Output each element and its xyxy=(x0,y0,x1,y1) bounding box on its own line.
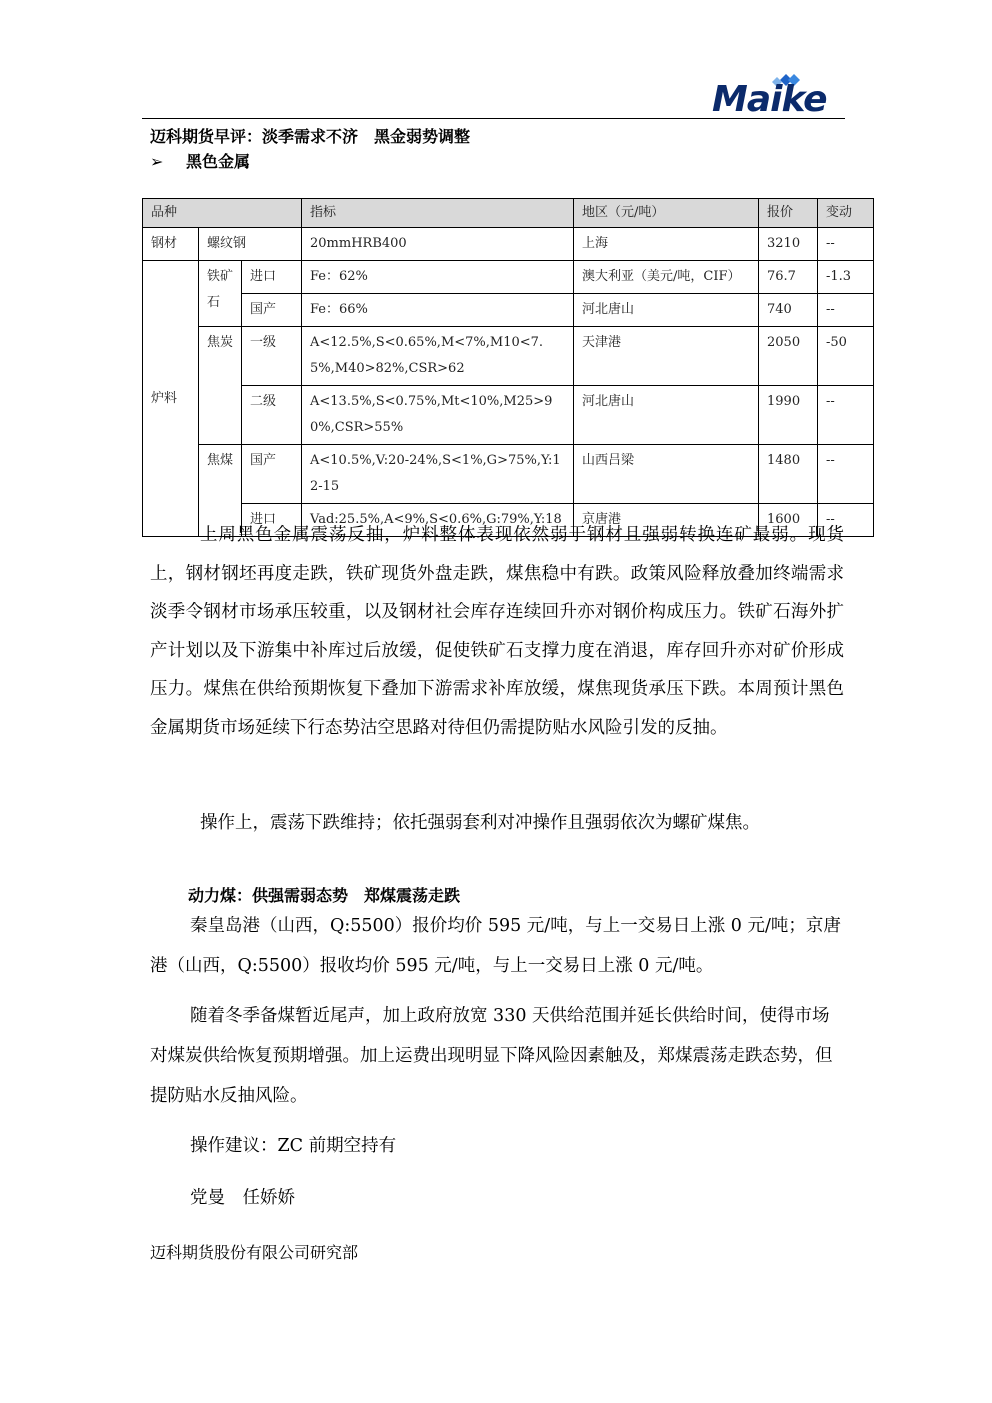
price-cell: 1990 xyxy=(759,386,818,445)
region-cell: 上海 xyxy=(574,228,759,261)
price-cell: 3210 xyxy=(759,228,818,261)
category-cell: 炉料 xyxy=(143,261,199,537)
price-cell: 1480 xyxy=(759,445,818,504)
change-cell: -- xyxy=(818,445,874,504)
header-cell: 指标 xyxy=(302,199,574,228)
change-cell: -- xyxy=(818,294,874,327)
change-cell: -50 xyxy=(818,327,874,386)
product-cell: 螺纹钢 xyxy=(199,228,302,261)
spec-cell: A<10.5%,V:20-24%,S<1%,G>75%,Y:12-15 xyxy=(302,445,574,504)
price-cell: 2050 xyxy=(759,327,818,386)
product-cell: 焦煤 xyxy=(199,445,242,537)
table-header-row xyxy=(143,199,874,228)
spec-cell: Vad:25.5%,A<9%,S<0.6%,G:79%,Y:18 xyxy=(302,504,574,537)
region-cell: 河北唐山 xyxy=(574,294,759,327)
table-row xyxy=(143,261,874,294)
section-title: 黑色金属 xyxy=(186,152,251,171)
coal-advice: 操作建议：ZC 前期空持有 xyxy=(190,1136,397,1156)
footer-company: 迈科期货股份有限公司研究部 xyxy=(150,1243,359,1262)
header-cell: 地区（元/吨） xyxy=(574,199,759,228)
sub-cell: 国产 xyxy=(242,294,302,327)
spec-cell: A<12.5%,S<0.65%,M<7%,M10<7.5%,M40>82%,CSR>62 xyxy=(302,327,574,386)
section-heading xyxy=(150,149,250,172)
header-cell: 变动 xyxy=(818,199,874,228)
spec-cell: Fe：62% xyxy=(302,261,574,294)
spec-cell: A<13.5%,S<0.75%,Mt<10%,M25>90%,CSR>55% xyxy=(302,386,574,445)
spec-cell: 20mmHRB400 xyxy=(302,228,574,261)
region-cell: 澳大利亚（美元/吨，CIF） xyxy=(574,261,759,294)
coal-price-paragraph: 秦皇岛港（山西，Q:5500）报价均价 595 元/吨，与上一交易日上涨 0 元/吨；京唐港（山西，Q:5500）报收均价 595 元/吨，与上一交易日上涨 0 元/吨。 xyxy=(150,916,841,976)
authors: 党曼 任娇娇 xyxy=(190,1188,295,1208)
product-cell: 铁矿石 xyxy=(199,261,242,327)
header-cell: 品种 xyxy=(143,199,302,228)
header-rule xyxy=(142,118,845,119)
header-cell: 报价 xyxy=(759,199,818,228)
change-cell: -- xyxy=(818,504,874,537)
change-cell: -- xyxy=(818,386,874,445)
sub-cell: 进口 xyxy=(242,504,302,537)
logo-text: Maike xyxy=(712,79,827,120)
analysis-paragraph: 上周黑色金属震荡反抽，炉料整体表现依然弱于钢材且强弱转换连矿最弱。现货上，钢材钢坯再度走跌，铁矿现货外盘走跌，煤焦稳中有跌。政策风险释放叠加终端需求淡季令钢材市场承压较重，以及钢材社会库存连续回升亦对钢价构成压力。铁矿石海外扩产计划以及下游集中补库过后放缓，促使铁矿石支撑力度在消退，库存回升亦对矿价形成压力。煤焦在供给预期恢复下叠加下游需求补库放缓，煤焦现货承压下跌。本周预计黑色金属期货市场延续下行态势沽空思路对待但仍需提防贴水风险引发的反抽。 xyxy=(150,525,844,738)
table-row xyxy=(143,386,874,445)
price-cell: 76.7 xyxy=(759,261,818,294)
sub-cell: 国产 xyxy=(242,445,302,504)
operation-paragraph: 操作上，震荡下跌维持；依托强弱套利对冲操作且强弱依次为螺矿煤焦。 xyxy=(200,813,760,833)
category-cell: 钢材 xyxy=(143,228,199,261)
region-cell: 京唐港 xyxy=(574,504,759,537)
price-table xyxy=(142,198,874,537)
price-cell: 740 xyxy=(759,294,818,327)
region-cell: 河北唐山 xyxy=(574,386,759,445)
arrow-bullet-icon: ➢ xyxy=(150,152,164,171)
price-cell: 1600 xyxy=(759,504,818,537)
sub-cell: 一级 xyxy=(242,327,302,386)
product-cell: 焦炭 xyxy=(199,327,242,445)
spec-cell: Fe：66% xyxy=(302,294,574,327)
report-title: 迈科期货早评：淡季需求不济 黑金弱势调整 xyxy=(150,127,471,146)
sub-cell: 二级 xyxy=(242,386,302,445)
sub-cell: 进口 xyxy=(242,261,302,294)
table-row xyxy=(143,228,874,261)
change-cell: -1.3 xyxy=(818,261,874,294)
region-cell: 山西吕梁 xyxy=(574,445,759,504)
change-cell: -- xyxy=(818,228,874,261)
region-cell: 天津港 xyxy=(574,327,759,386)
thermal-coal-heading: 动力煤：供强需弱态势 郑煤震荡走跌 xyxy=(188,886,461,905)
table-row xyxy=(143,327,874,386)
coal-analysis-paragraph: 随着冬季备煤暂近尾声，加上政府放宽 330 天供给范围并延长供给时间，使得市场对煤炭供给恢复预期增强。加上运费出现明显下降风险因素触及，郑煤震荡走跌态势，但提防贴水反抽风险。 xyxy=(150,1006,833,1106)
maike-logo xyxy=(712,70,846,118)
table-row xyxy=(143,445,874,504)
table-row xyxy=(143,294,874,327)
